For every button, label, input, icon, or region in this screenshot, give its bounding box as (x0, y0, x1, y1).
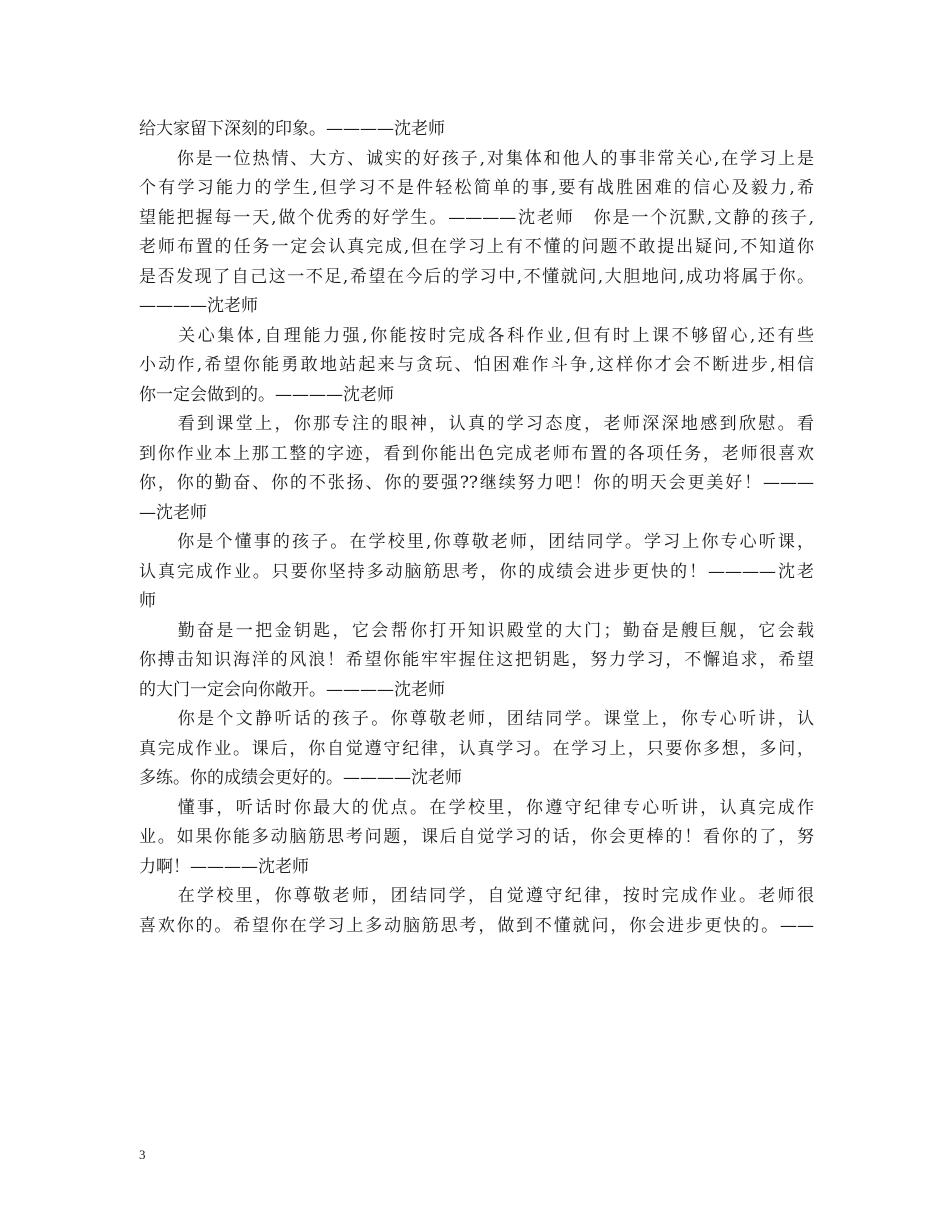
text-line: 你，你的勤奋、你的不张扬、你的要强??继续努力吧！你的明天会更美好！——— (139, 473, 814, 493)
text-line: 师 (139, 591, 156, 611)
text-line: 认真完成作业。只要你坚持多动脑筋思考，你的成绩会进步更快的！————沈老 (139, 561, 814, 582)
text-line: 力啊！————沈老师 (139, 856, 309, 877)
text-line: 在学校里，你尊敬老师，团结同学，自觉遵守纪律，按时完成作业。老师很 (139, 886, 814, 906)
text-line: 是否发现了自己这一不足,希望在今后的学习中,不懂就问,大胆地问,成功将属于你。 (139, 266, 814, 287)
text-line: 你一定会做到的。————沈老师 (139, 384, 394, 405)
text-line: 喜欢你的。希望你在学习上多动脑筋思考，做到不懂就问，你会进步更快的。—— (139, 915, 814, 936)
text-line: 老师布置的任务一定会认真完成,但在学习上有不懂的问题不敢提出疑问,不知道你 (139, 237, 814, 257)
text-line: 勤奋是一把金钥匙，它会帮你打开知识殿堂的大门；勤奋是艘巨舰，它会载 (139, 620, 814, 641)
text-line: 望能把握每一天,做个优秀的好学生。————沈老师 你是一个沉默,文静的孩子, (139, 207, 814, 228)
text-line: —沈老师 (139, 502, 207, 523)
text-line: 业。如果你能多动脑筋思考问题，课后自觉学习的话，你会更棒的！看你的了，努 (139, 827, 814, 847)
text-line: 你是一位热情、大方、诚实的好孩子,对集体和他人的事非常关心,在学习上是 (139, 148, 814, 169)
text-line: 你是个文静听话的孩子。你尊敬老师，团结同学。课堂上，你专心听讲，认 (139, 709, 814, 729)
text-line: 多练。你的成绩会更好的。————沈老师 (139, 768, 462, 788)
document-body (139, 115, 814, 941)
text-line: 的大门一定会向你敞开。————沈老师 (139, 679, 445, 700)
text-line: 关心集体,自理能力强,你能按时完成各科作业,但有时上课不够留心,还有些 (139, 325, 814, 346)
text-line: ————沈老师 (139, 296, 258, 316)
text-line: 到你作业本上那工整的字迹，看到你能出色完成老师布置的各项任务，老师很喜欢 (139, 443, 814, 464)
text-line: 个有学习能力的学生,但学习不是件轻松简单的事,要有战胜困难的信心及毅力,希 (139, 178, 814, 198)
text-line: 看到课堂上，你那专注的眼神，认真的学习态度，老师深深地感到欣慰。看 (139, 414, 814, 434)
page-number: 3 (139, 1147, 146, 1162)
text-line: 你是个懂事的孩子。在学校里,你尊敬老师，团结同学。学习上你专心听课， (139, 532, 814, 552)
text-line: 你搏击知识海洋的风浪！希望你能牢牢握住这把钥匙，努力学习，不懈追求，希望 (139, 650, 814, 670)
text-line: 给大家留下深刻的印象。————沈老师 (139, 119, 445, 139)
text-line: 真完成作业。课后，你自觉遵守纪律，认真学习。在学习上，只要你多想，多问， (139, 738, 814, 759)
text-line: 小动作,希望你能勇敢地站起来与贪玩、怕困难作斗争,这样你才会不断进步,相信 (139, 355, 814, 375)
text-line: 懂事，听话时你最大的优点。在学校里，你遵守纪律专心听讲，认真完成作 (139, 797, 814, 818)
